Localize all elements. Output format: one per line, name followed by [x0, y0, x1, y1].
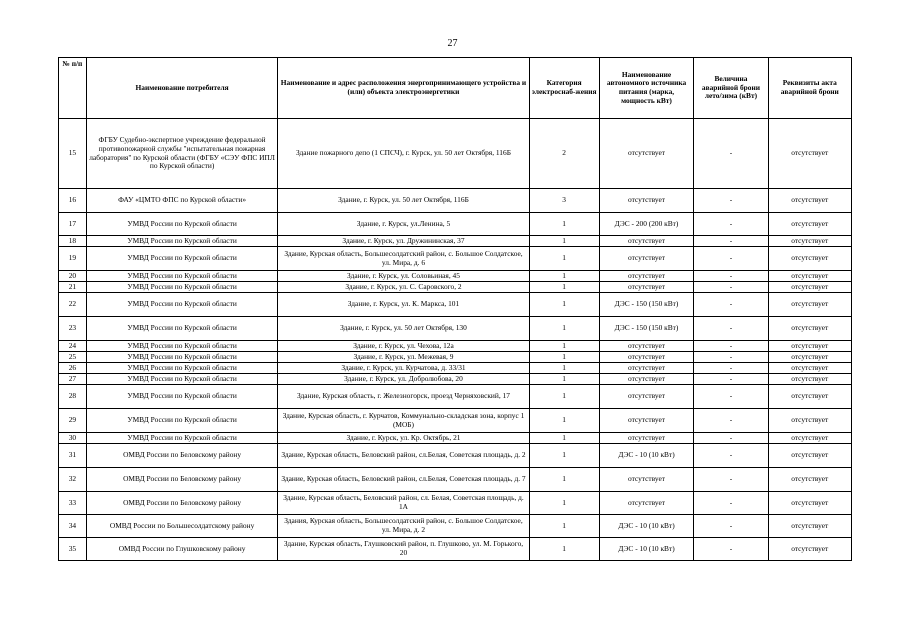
cell-num: 21	[59, 282, 87, 293]
cell-num: 19	[59, 247, 87, 271]
table-row	[59, 409, 852, 433]
header-act: Реквизиты акта аварийной брони	[768, 58, 851, 119]
cell-act: отсутствует	[768, 374, 851, 385]
cell-consumer: ОМВД России по Глушковскому району	[86, 538, 278, 561]
cell-device: Здание, Курская область, Большесолдатский район, с. Большое Солдатское, ул. Мира, д. 6	[278, 247, 529, 271]
cell-source: отсутствует	[599, 468, 694, 492]
cell-num: 16	[59, 189, 87, 213]
cell-device: Здание, г. Курск, ул. Добролюбова, 20	[278, 374, 529, 385]
cell-consumer: УМВД России по Курской области	[86, 363, 278, 374]
cell-act: отсутствует	[768, 247, 851, 271]
cell-device: Здание, Курская область, Глушковский район, п. Глушково, ул. М. Горького, 20	[278, 538, 529, 561]
cell-category: 1	[529, 374, 599, 385]
cell-consumer: ОМВД России по Большесолдатскому району	[86, 515, 278, 538]
table-row	[59, 189, 852, 213]
cell-category: 1	[529, 363, 599, 374]
cell-category: 1	[529, 409, 599, 433]
cell-consumer: ОМВД России по Беловскому району	[86, 468, 278, 492]
table-row	[59, 282, 852, 293]
table-row	[59, 317, 852, 341]
cell-act: отсутствует	[768, 468, 851, 492]
cell-reserve: -	[694, 409, 768, 433]
table-row	[59, 293, 852, 317]
cell-act: отсутствует	[768, 189, 851, 213]
cell-num: 20	[59, 271, 87, 282]
cell-reserve: -	[694, 247, 768, 271]
cell-device: Здание, г. Курск, ул. С. Саровского, 2	[278, 282, 529, 293]
cell-device: Здание, г. Курск, ул. Чехова, 12а	[278, 341, 529, 352]
table-row	[59, 444, 852, 468]
table-row	[59, 468, 852, 492]
cell-source: отсутствует	[599, 271, 694, 282]
cell-consumer: УМВД России по Курской области	[86, 409, 278, 433]
cell-num: 32	[59, 468, 87, 492]
cell-num: 29	[59, 409, 87, 433]
cell-source: ДЭС - 150 (150 кВт)	[599, 317, 694, 341]
cell-num: 27	[59, 374, 87, 385]
table-row	[59, 363, 852, 374]
cell-act: отсутствует	[768, 236, 851, 247]
cell-category: 1	[529, 492, 599, 515]
cell-category: 1	[529, 247, 599, 271]
cell-act: отсутствует	[768, 444, 851, 468]
cell-device: Здание, г. Курск, ул. Курчатова, д. 33/31	[278, 363, 529, 374]
table-header-row	[59, 58, 852, 119]
cell-act: отсутствует	[768, 433, 851, 444]
cell-reserve: -	[694, 282, 768, 293]
cell-consumer: УМВД России по Курской области	[86, 341, 278, 352]
cell-consumer: УМВД России по Курской области	[86, 213, 278, 236]
cell-num: 15	[59, 119, 87, 189]
cell-consumer: УМВД России по Курской области	[86, 385, 278, 409]
cell-act: отсутствует	[768, 282, 851, 293]
cell-source: отсутствует	[599, 247, 694, 271]
page-number: 27	[447, 38, 458, 49]
header-device: Наименование и адрес расположения энергопринимающего устройства и (или) объекта электроэнергетики	[278, 58, 529, 119]
cell-reserve: -	[694, 271, 768, 282]
cell-source: отсутствует	[599, 189, 694, 213]
table-row	[59, 492, 852, 515]
cell-device: Здания, Курская область, Большесолдатский район, с. Большое Солдатское, ул. Мира, д. 2	[278, 515, 529, 538]
cell-source: ДЭС - 10 (10 кВт)	[599, 515, 694, 538]
header-num: № п/п	[59, 58, 87, 119]
cell-consumer: УМВД России по Курской области	[86, 236, 278, 247]
cell-category: 1	[529, 236, 599, 247]
cell-num: 24	[59, 341, 87, 352]
cell-consumer: УМВД России по Курской области	[86, 282, 278, 293]
cell-reserve: -	[694, 515, 768, 538]
cell-reserve: -	[694, 444, 768, 468]
cell-num: 35	[59, 538, 87, 561]
cell-num: 33	[59, 492, 87, 515]
cell-num: 17	[59, 213, 87, 236]
cell-reserve: -	[694, 385, 768, 409]
cell-consumer: ФАУ «ЦМТО ФПС по Курской области»	[86, 189, 278, 213]
cell-source: ДЭС - 10 (10 кВт)	[599, 444, 694, 468]
cell-category: 1	[529, 213, 599, 236]
cell-consumer: ОМВД России по Беловскому району	[86, 492, 278, 515]
cell-category: 1	[529, 385, 599, 409]
cell-category: 1	[529, 282, 599, 293]
table-body	[59, 119, 852, 561]
cell-reserve: -	[694, 119, 768, 189]
cell-num: 30	[59, 433, 87, 444]
header-source: Наименование автономного источника питания (марка, мощность кВт)	[599, 58, 694, 119]
cell-reserve: -	[694, 363, 768, 374]
cell-act: отсутствует	[768, 385, 851, 409]
cell-consumer: УМВД России по Курской области	[86, 352, 278, 363]
cell-source: ДЭС - 150 (150 кВт)	[599, 293, 694, 317]
cell-consumer: ОМВД России по Беловскому району	[86, 444, 278, 468]
cell-act: отсутствует	[768, 271, 851, 282]
cell-category: 1	[529, 341, 599, 352]
cell-consumer: УМВД России по Курской области	[86, 293, 278, 317]
table-row	[59, 213, 852, 236]
cell-device: Здание, Курская область, Беловский район, сл.Белая, Советская площадь, д. 7	[278, 468, 529, 492]
cell-num: 22	[59, 293, 87, 317]
consumer-registry-table	[58, 57, 852, 561]
cell-device: Здание, г. Курск, ул. Межевая, 9	[278, 352, 529, 363]
cell-source: отсутствует	[599, 385, 694, 409]
cell-device: Здание, г. Курск, ул. 50 лет Октября, 116Б	[278, 189, 529, 213]
table-row	[59, 271, 852, 282]
cell-source: отсутствует	[599, 363, 694, 374]
cell-reserve: -	[694, 341, 768, 352]
cell-act: отсутствует	[768, 119, 851, 189]
cell-device: Здание, г. Курск, ул. Соловьиная, 45	[278, 271, 529, 282]
cell-act: отсутствует	[768, 409, 851, 433]
table-row	[59, 515, 852, 538]
cell-num: 25	[59, 352, 87, 363]
cell-reserve: -	[694, 538, 768, 561]
cell-category: 1	[529, 317, 599, 341]
cell-source: ДЭС - 10 (10 кВт)	[599, 538, 694, 561]
cell-num: 23	[59, 317, 87, 341]
cell-device: Здание, г. Курск, ул. Дружининская, 37	[278, 236, 529, 247]
cell-category: 3	[529, 189, 599, 213]
table-row	[59, 119, 852, 189]
cell-device: Здание, Курская область, Беловский район, сл.Белая, Советская площадь, д. 2	[278, 444, 529, 468]
cell-reserve: -	[694, 352, 768, 363]
cell-num: 26	[59, 363, 87, 374]
cell-reserve: -	[694, 317, 768, 341]
cell-source: отсутствует	[599, 119, 694, 189]
cell-source: отсутствует	[599, 236, 694, 247]
cell-category: 1	[529, 271, 599, 282]
cell-category: 1	[529, 444, 599, 468]
cell-act: отсутствует	[768, 352, 851, 363]
cell-device: Здание, Курская область, г. Курчатов, Коммунально-складская зона, корпус 1 (МОБ)	[278, 409, 529, 433]
cell-category: 1	[529, 468, 599, 492]
cell-act: отсутствует	[768, 363, 851, 374]
cell-category: 1	[529, 538, 599, 561]
header-consumer: Наименование потребителя	[86, 58, 278, 119]
cell-source: ДЭС - 200 (200 кВт)	[599, 213, 694, 236]
cell-act: отсутствует	[768, 492, 851, 515]
cell-consumer: УМВД России по Курской области	[86, 317, 278, 341]
cell-device: Здание, Курская область, г. Железногорск, проезд Черняховский, 17	[278, 385, 529, 409]
table-row	[59, 374, 852, 385]
cell-num: 31	[59, 444, 87, 468]
cell-device: Здание, г. Курск, ул.Ленина, 5	[278, 213, 529, 236]
cell-category: 1	[529, 515, 599, 538]
cell-device: Здание пожарного депо (1 СПСЧ), г. Курск, ул. 50 лет Октября, 116Б	[278, 119, 529, 189]
cell-act: отсутствует	[768, 341, 851, 352]
table-row	[59, 236, 852, 247]
cell-device: Здание, г. Курск, ул. 50 лет Октября, 130	[278, 317, 529, 341]
cell-consumer: ФГБУ Судебно-экспертное учреждение федеральной противопожарной службы "испытательная пожарная лаборатория" по Курской области (ФГБУ «СЭУ ФПС ИПЛ по Курской области)	[86, 119, 278, 189]
cell-category: 1	[529, 433, 599, 444]
cell-reserve: -	[694, 189, 768, 213]
cell-reserve: -	[694, 213, 768, 236]
header-category: Категория электроснаб-жения	[529, 58, 599, 119]
cell-num: 28	[59, 385, 87, 409]
table-row	[59, 341, 852, 352]
table-row	[59, 433, 852, 444]
cell-source: отсутствует	[599, 374, 694, 385]
header-reserve: Величина аварийной брони лето/зима (кВт)	[694, 58, 768, 119]
cell-num: 18	[59, 236, 87, 247]
cell-source: отсутствует	[599, 341, 694, 352]
cell-category: 1	[529, 293, 599, 317]
cell-source: отсутствует	[599, 492, 694, 515]
cell-reserve: -	[694, 236, 768, 247]
cell-device: Здание, г. Курск, ул. К. Маркса, 101	[278, 293, 529, 317]
cell-act: отсутствует	[768, 293, 851, 317]
cell-device: Здание, Курская область, Беловский район, сл. Белая, Советская площадь, д. 1А	[278, 492, 529, 515]
cell-source: отсутствует	[599, 433, 694, 444]
cell-reserve: -	[694, 433, 768, 444]
cell-source: отсутствует	[599, 352, 694, 363]
cell-consumer: УМВД России по Курской области	[86, 433, 278, 444]
cell-device: Здание, г. Курск, ул. Кр. Октябрь, 21	[278, 433, 529, 444]
cell-source: отсутствует	[599, 282, 694, 293]
cell-source: отсутствует	[599, 409, 694, 433]
cell-reserve: -	[694, 293, 768, 317]
cell-category: 2	[529, 119, 599, 189]
cell-reserve: -	[694, 374, 768, 385]
cell-reserve: -	[694, 468, 768, 492]
cell-act: отсутствует	[768, 515, 851, 538]
table-row	[59, 352, 852, 363]
cell-consumer: УМВД России по Курской области	[86, 247, 278, 271]
table-row	[59, 247, 852, 271]
cell-act: отсутствует	[768, 538, 851, 561]
cell-act: отсутствует	[768, 213, 851, 236]
cell-consumer: УМВД России по Курской области	[86, 374, 278, 385]
table-row	[59, 538, 852, 561]
cell-reserve: -	[694, 492, 768, 515]
cell-num: 34	[59, 515, 87, 538]
cell-act: отсутствует	[768, 317, 851, 341]
cell-category: 1	[529, 352, 599, 363]
cell-consumer: УМВД России по Курской области	[86, 271, 278, 282]
table-row	[59, 385, 852, 409]
